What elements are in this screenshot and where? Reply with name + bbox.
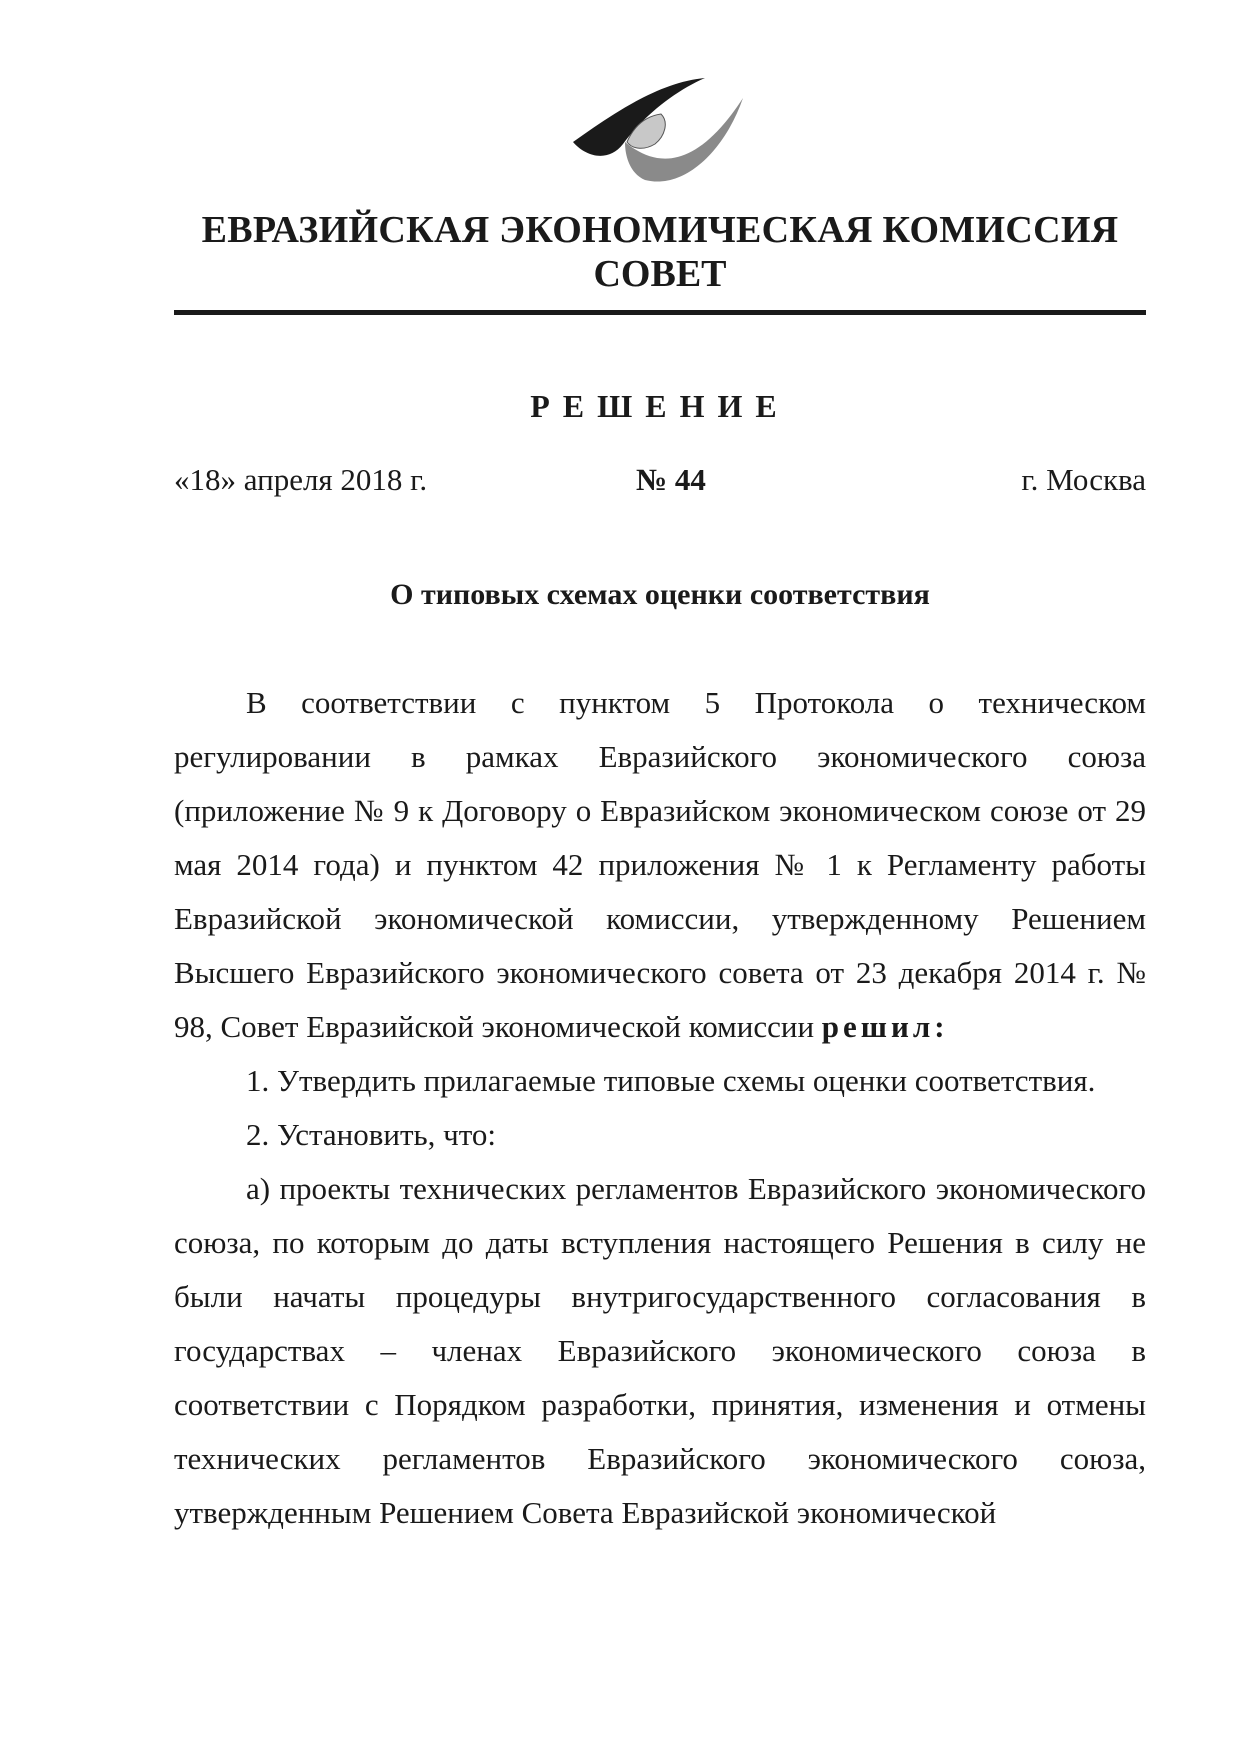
item-2-paragraph: 2. Установить, что:	[246, 1117, 497, 1152]
document-title: О типовых схемах оценки соответствия	[390, 578, 930, 611]
organization-name: ЕВРАЗИЙСКАЯ ЭКОНОМИЧЕСКАЯ КОМИССИЯ	[201, 209, 1119, 251]
document-type: РЕШЕНИЕ	[530, 388, 790, 424]
preamble-paragraph	[174, 676, 1146, 1054]
document-city: г. Москва	[1021, 462, 1146, 497]
document-body	[174, 676, 1146, 1540]
document-meta	[174, 460, 1146, 500]
item-2a-paragraph: а) проекты технических регламентов Евразийского экономического союза, по которым до даты вступления настоящего Решения в силу не были начаты процедуры внутригосударственного согласования в государствах – членах Евразийского экономического союза в соответствии с Порядком разработки, принятия, изменения и отмены технических регламентов Евразийского экономического союза, утвержденным Решением Совета Евразийской экономической	[174, 1171, 1146, 1530]
decided-word: решил:	[821, 1009, 949, 1044]
preamble-text: В соответствии с пунктом 5 Протокола о техническом регулировании в рамках Евразийского экономического союза (приложение № 9 к Договору о Евразийском экономическом союзе от 29 мая 2014 года) и пунктом 42 приложения № 1 к Регламенту работы Евразийской экономической комиссии, утвержденному Решением Высшего Евразийского экономического совета от 23 декабря 2014 г. № 98, Совет Евразийской экономической комиссии	[174, 685, 1146, 1044]
item-1-paragraph: 1. Утвердить прилагаемые типовые схемы оценки соответствия.	[246, 1063, 1096, 1098]
header-divider	[174, 310, 1146, 315]
document-date: «18» апреля 2018 г.	[174, 462, 428, 497]
eaeu-emblem-icon	[565, 72, 755, 192]
header-block	[174, 208, 1146, 296]
organization-body: СОВЕТ	[593, 253, 727, 295]
document-number: № 44	[636, 462, 706, 497]
